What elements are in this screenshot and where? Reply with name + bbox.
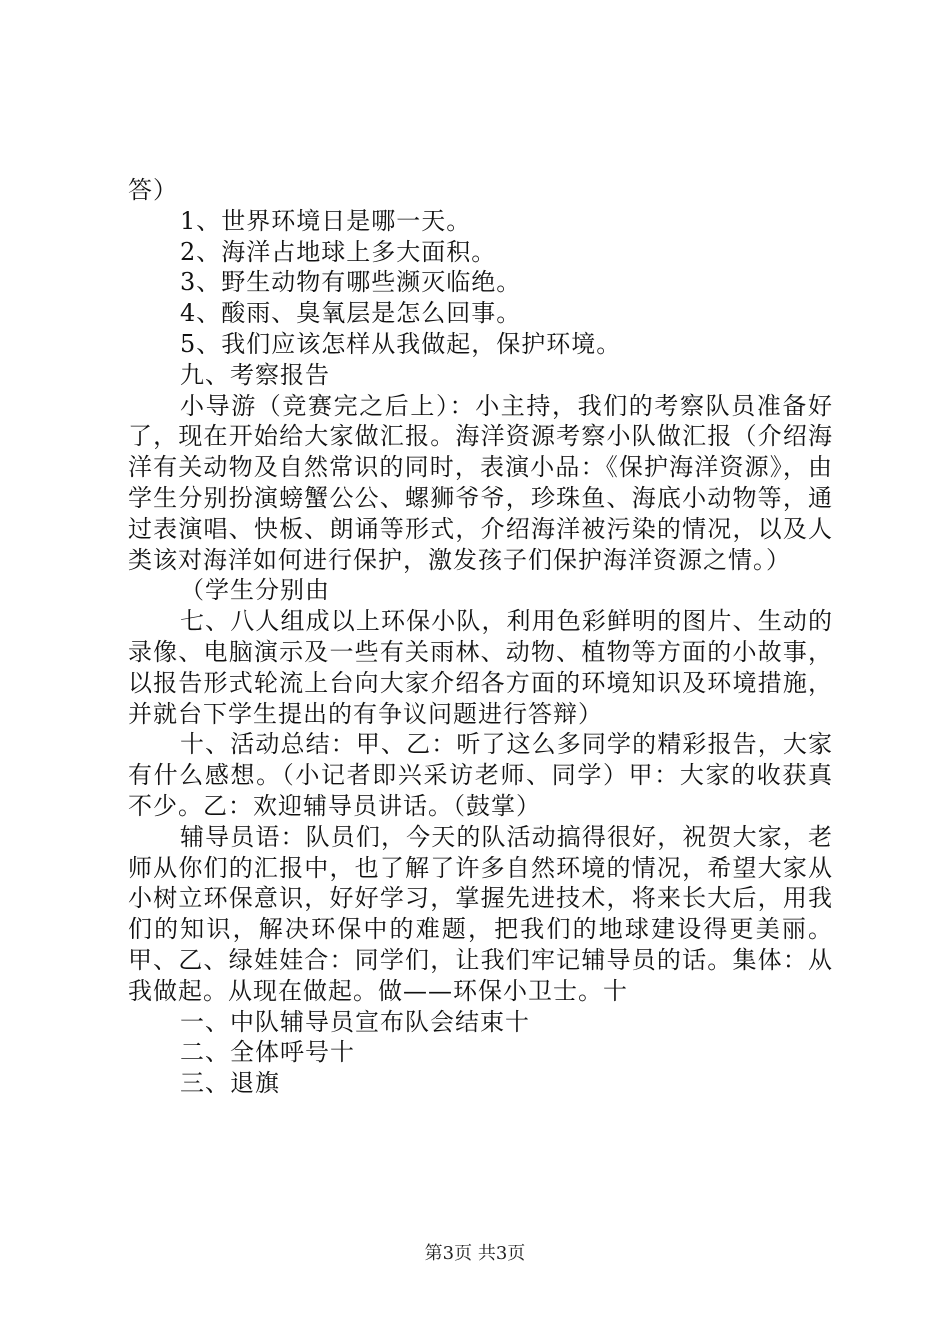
- item-meeting-end: 一、中队辅导员宣布队会结束十: [180, 1007, 530, 1036]
- question-3: 3、野生动物有哪些濒灭临绝。: [180, 268, 522, 297]
- question-2: 2、海洋占地球上多大面积。: [180, 237, 497, 266]
- item-flag-retire: 三、退旗: [180, 1069, 280, 1098]
- item-slogan: 二、全体呼号十: [180, 1038, 355, 1067]
- question-5: 5、我们应该怎样从我做起，保护环境。: [180, 329, 622, 358]
- question-1: 1、世界环境日是哪一天。: [180, 206, 472, 235]
- page-footer: 第3页 共3页: [424, 1243, 526, 1264]
- question-4: 4、酸雨、臭氧层是怎么回事。: [180, 299, 522, 328]
- paragraph-tour-guide: 小导游（竞赛完之后上）：小主持，我们的考察队员准备好了，现在开始给大家做汇报。海洋资源考察小队做汇报（介绍海洋有关动物及自然常识的同时，表演小品：《保护海洋资源》，由学生分别扮演螃蟹公公、螺狮爷爷，珍珠鱼、海底小动物等，通过表演唱、快板、朗诵等形式，介绍海洋被污染的情况，以及人类该对海洋如何进行保护，激发孩子们保护海洋资源之情。）: [128, 391, 833, 574]
- paragraph-answer-end: 答）: [128, 176, 178, 204]
- paragraph-eco-team: 七、八人组成以上环保小队，利用色彩鲜明的图片、生动的录像、电脑演示及一些有关雨林、动物、植物等方面的小故事，以报告形式轮流上台向大家介绍各方面的环境知识及环境措施，并就台下学生提出的有争议问题进行答辩）: [128, 607, 833, 728]
- paragraph-students-by: （学生分别由: [180, 576, 330, 605]
- document-body: [128, 175, 833, 1099]
- paragraph-counselor-speech: 辅导员语：队员们，今天的队活动搞得很好，祝贺大家，老师从你们的汇报中，也了解了许多自然环境的情况，希望大家从小树立环保意识，好好学习，掌握先进技术，将来长大后，用我们的知识，解决环保中的难题，把我们的地球建设得更美丽。甲、乙、绿娃娃合：同学们，让我们牢记辅导员的话。集体：从我做起。从现在做起。做——环保小卫士。十: [128, 822, 833, 1005]
- paragraph-activity-summary: 十、活动总结：甲、乙：听了这么多同学的精彩报告，大家有什么感想。（小记者即兴采访老师、同学）甲：大家的收获真不少。乙：欢迎辅导员讲话。（鼓掌）: [128, 730, 833, 820]
- section-heading-inspection-report: 九、考察报告: [180, 360, 330, 389]
